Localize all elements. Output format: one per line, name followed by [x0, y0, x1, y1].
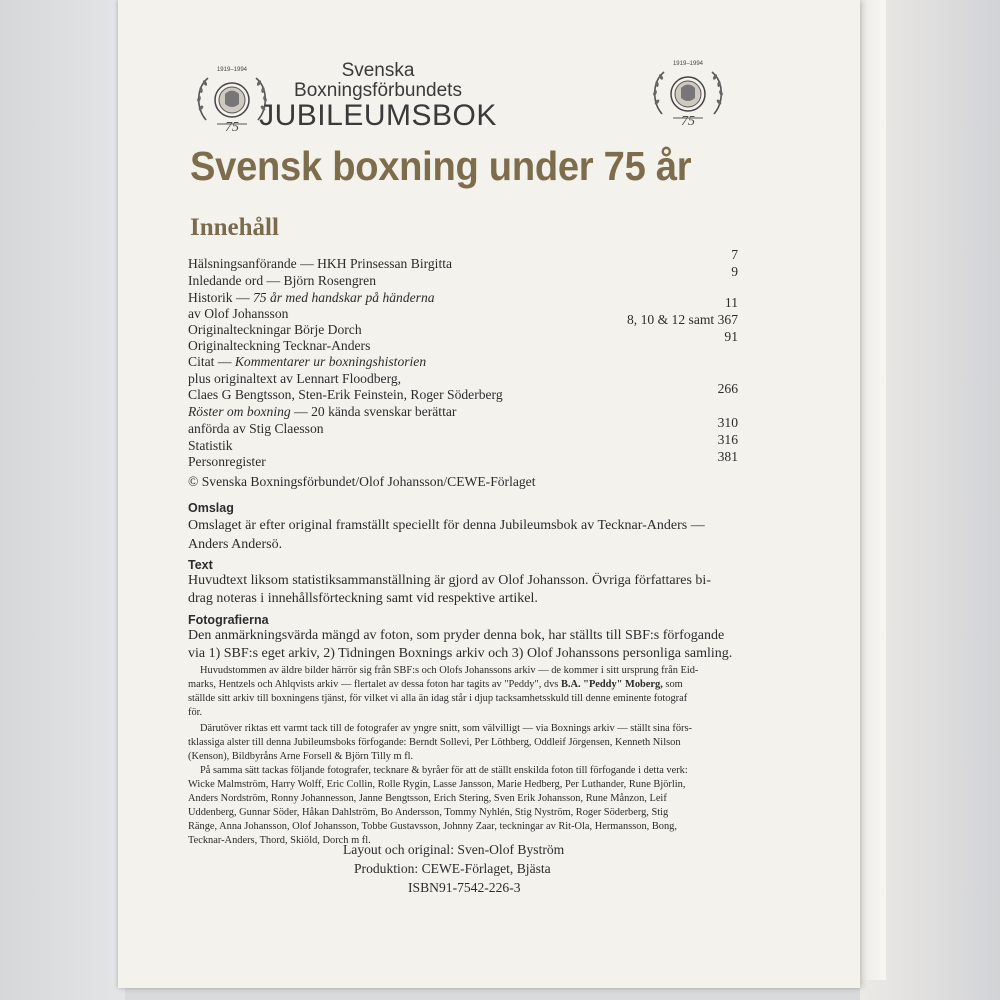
page-title: Svensk boxning under 75 år	[190, 143, 692, 189]
isbn: ISBN91-7542-226-3	[408, 880, 521, 895]
toc-page-number: 9	[731, 264, 738, 279]
toc-heading: Innehåll	[190, 214, 279, 241]
omslag-line: Omslaget är efter original framställt speciellt för denna Jubileumsbok av Tecknar-Anders —	[188, 518, 705, 533]
emblem-years-left: 1919–1994	[216, 67, 248, 73]
toc-line: Originalteckningar Börje Dorch	[188, 322, 362, 337]
toc-line: av Olof Johansson	[188, 306, 289, 321]
production-credit: Produktion: CEWE-Förlaget, Bjästa	[354, 861, 551, 876]
book-page	[118, 0, 860, 988]
toc-page-number: 8, 10 & 12 samt 367	[626, 312, 738, 327]
page-edge	[860, 0, 886, 980]
foto-small-line: ställde sitt arkiv till boxningens tjänst, för vilket vi alla än idag står i djup tacksamhetsskuld till denne eminente fotograf	[188, 693, 688, 704]
foto-small-line: Anders Nordström, Ronny Johannesson, Janne Bengtsson, Erich Stering, Sven Erik Johansson, Rune Månzon, Leif	[188, 793, 667, 804]
foto-small-line: Uddenberg, Gunnar Söder, Håkan Dahlström, Bo Andersson, Tommy Nyhlén, Stig Nyström, Roger Söderberg, Stig	[188, 807, 669, 818]
toc-line: Originalteckning Tecknar-Anders	[188, 338, 371, 353]
emblem-years-right: 1919–1994	[672, 61, 704, 67]
text-line: drag noteras i innehållsförteckning samt vid respektive artikel.	[188, 591, 538, 606]
toc-page-number: 266	[717, 381, 738, 396]
toc-line: Claes G Bengtsson, Sten-Erik Feinstein, Roger Söderberg	[188, 387, 503, 402]
toc-line: Röster om boxning — 20 kända svenskar berättar	[188, 404, 457, 419]
toc-line: anförda av Stig Claesson	[188, 421, 324, 436]
toc-line: Personregister	[188, 454, 266, 469]
foto-small-line: Ränge, Anna Johansson, Olof Johansson, Tobbe Gustavsson, Johnny Zaar, teckningar av Rit-Ola, Hermansson, Bong,	[188, 821, 677, 832]
toc-page-number: 11	[724, 295, 738, 310]
toc-line-text: Historik —	[188, 290, 253, 305]
header-jubileumsbok: JUBILEUMSBOK	[259, 99, 497, 132]
toc-line	[188, 290, 435, 306]
toc-page-number: 310	[717, 415, 738, 430]
foto-small-line: Tecknar-Anders, Thord, Skiöld, Dorch m fl.	[188, 835, 371, 846]
foto-heading: Fotografierna	[188, 613, 269, 627]
text-line: Huvudtext liksom statistiksammanställning är gjord av Olof Johansson. Övriga författares bi-	[188, 573, 711, 588]
foto-small-line: marks, Hentzels och Ahlqvists arkiv — flertalet av dessa foton har tagits av "Peddy", dvs B.A. "Peddy" Moberg, som	[188, 679, 683, 690]
jubilee-emblem-right	[648, 58, 728, 138]
omslag-heading: Omslag	[188, 501, 234, 515]
foto-small-line: tklassiga alster till denna Jubileumsboks förfogande: Berndt Sollevi, Per Löthberg, Oddleif Jörgensen, Kenneth Nilson	[188, 737, 681, 748]
toc-page-number: 316	[717, 432, 738, 447]
toc-page-number: 91	[724, 329, 738, 344]
toc-line: Citat — Kommentarer ur boxningshistorien	[188, 354, 427, 369]
foto-line: via 1) SBF:s eget arkiv, 2) Tidningen Boxnings arkiv och 3) Olof Johanssons personliga samling.	[188, 646, 733, 661]
toc-line: plus originaltext av Lennart Floodberg,	[188, 371, 402, 386]
toc-page-number: 7	[731, 247, 738, 262]
foto-small-line: för.	[188, 707, 203, 718]
toc-line: Inledande ord — Björn Rosengren	[188, 273, 377, 288]
emblem-number-right: 75	[681, 114, 695, 129]
foto-small-line: På samma sätt tackas följande fotografer, tecknare & byråer för att de ställt enskilda foton till förfogande i detta verk:	[200, 765, 688, 776]
foto-small-line: Huvudstommen av äldre bilder härrör sig från SBF:s och Olofs Johanssons arkiv — de kommer i sitt ursprung från Eid-	[200, 665, 699, 676]
foto-small-line: (Kenson), Bildbyråns Arne Forsell & Björn Tilly m fl.	[188, 751, 414, 762]
foto-small-line: Wicke Malmström, Harry Wolff, Eric Collin, Rolle Rygin, Lasse Jansson, Marie Hedberg, Per Luthander, Rune Björlin,	[188, 779, 686, 790]
header-svenska: Svenska	[341, 60, 415, 81]
omslag-line: Anders Andersö.	[188, 537, 283, 552]
foto-line: Den anmärkningsvärda mängd av foton, som pryder denna bok, har ställts till SBF:s förfogande	[188, 628, 725, 643]
toc-line: Hälsningsanförande — HKH Prinsessan Birgitta	[188, 256, 453, 271]
toc-line: Statistik	[188, 438, 233, 453]
toc-line-italic: 75 år med handskar på händerna	[252, 290, 435, 305]
layout-credit: Layout och original: Sven-Olof Byström	[343, 842, 565, 857]
copyright-line: © Svenska Boxningsförbundet/Olof Johansson/CEWE-Förlaget	[188, 474, 536, 489]
text-heading: Text	[188, 558, 213, 572]
background-left	[0, 0, 125, 1000]
foto-small-line: Därutöver riktas ett varmt tack till de fotografer av yngre snitt, som välvilligt — via Boxnings arkiv — ställt sina förs-	[200, 723, 693, 734]
toc-page-number: 381	[717, 449, 738, 464]
header-forbundets: Boxningsförbundets	[294, 80, 462, 101]
emblem-number-left: 75	[225, 120, 239, 135]
